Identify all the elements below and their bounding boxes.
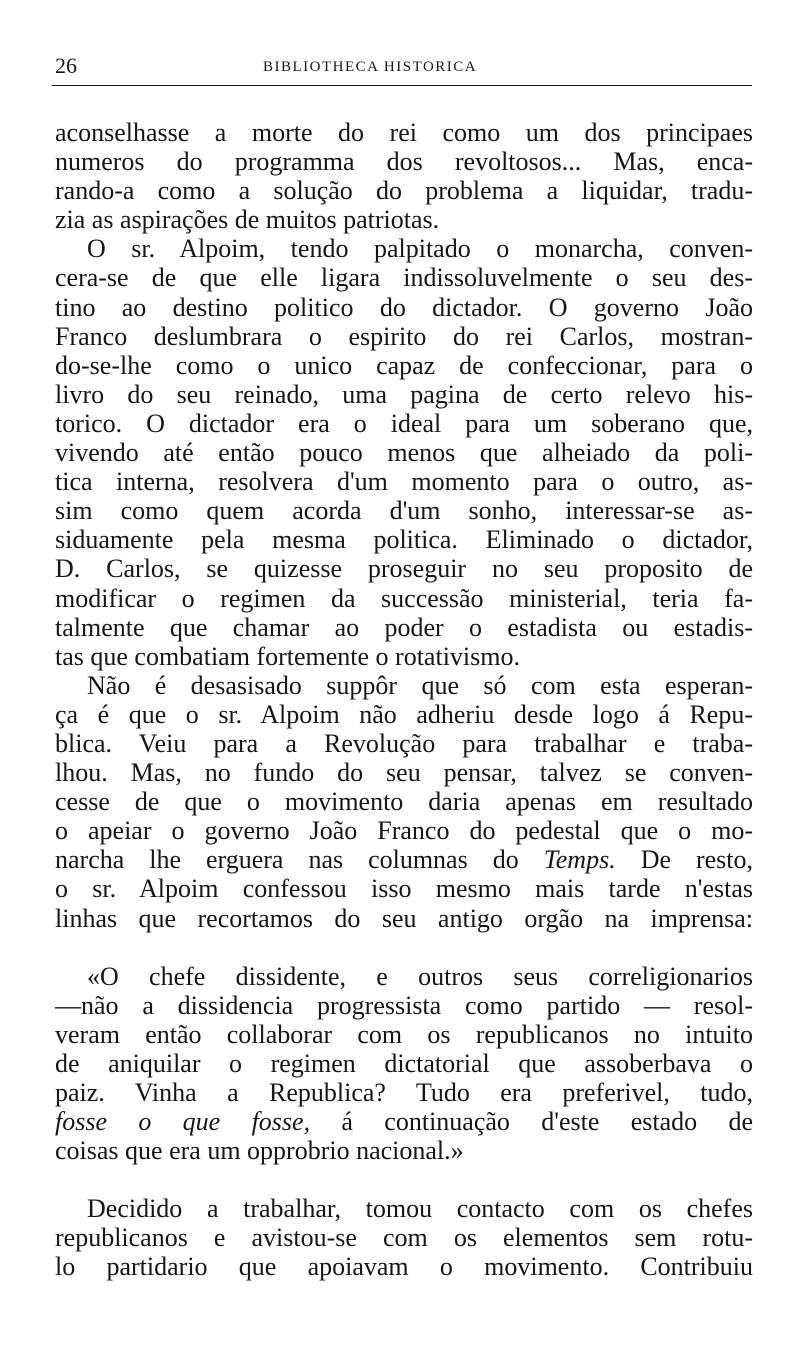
text-line: Não é desasisado suppôr que só com esta esperan- <box>87 670 753 700</box>
paragraph-gap <box>55 933 753 962</box>
text-line: modificar o regimen da successão ministerial, teria fa- <box>55 583 753 613</box>
text-line: vivendo até então pouco menos que alheiado da poli- <box>55 438 753 468</box>
text-line: zia as aspirações de muitos patriotas. <box>55 205 440 235</box>
text-line: lo partidario que apoiavam o movimento. Contribuiu <box>55 1252 753 1282</box>
text-line: talmente que chamar ao poder o estadista ou estadis- <box>55 612 753 642</box>
text-line: cesse de que o movimento daria apenas em resultado <box>55 787 753 817</box>
text-line: rando-a como a solução do problema a liquidar, tradu- <box>55 176 753 206</box>
quote-line: «O chefe dissidente, e outros seus correligionarios <box>87 961 753 991</box>
text-line: siduamente pela mesma politica. Eliminado o dictador, <box>55 525 753 555</box>
italic-title-temps: Temps. <box>543 845 616 875</box>
text-line: Decidido a trabalhar, tomou contacto com os chefes <box>87 1194 753 1224</box>
text-line-segment: De resto, <box>640 845 754 875</box>
quote-line: coisas que era um opprobrio nacional.» <box>55 1136 464 1166</box>
quote-line <box>55 1107 753 1136</box>
text-line: D. Carlos, se quizesse proseguir no seu proposito de <box>55 554 753 584</box>
running-title: BIBLIOTHECA HISTORICA <box>263 59 478 75</box>
text-line: Franco deslumbrara o espirito do rei Carlos, mostran- <box>55 321 753 351</box>
page-header <box>55 52 750 82</box>
text-line: lhou. Mas, no fundo do seu pensar, talvez se conven- <box>55 758 753 788</box>
text-line: tino ao destino politico do dictador. O governo João <box>55 292 753 322</box>
text-line: o apeiar o governo João Franco do pedestal que o mo- <box>55 816 753 846</box>
text-line: O sr. Alpoim, tendo palpitado o monarcha, conven- <box>87 234 753 264</box>
text-line: numeros do programma dos revoltosos... Mas, enca- <box>55 147 753 177</box>
header-rule <box>52 85 752 86</box>
text-line: republicanos e avistou-se com os elementos sem rotu- <box>55 1223 753 1253</box>
text-line <box>55 845 753 874</box>
text-line: sim como quem acorda d'um sonho, interessar-se as- <box>55 496 753 526</box>
body-text <box>55 118 753 1282</box>
text-line: aconselhasse a morte do rei como um dos principaes <box>55 118 753 147</box>
text-line: blica. Veiu para a Revolução para trabalhar e traba- <box>55 728 753 758</box>
text-line-segment: narcha lhe erguera nas columnas do <box>55 845 519 875</box>
text-line: o sr. Alpoim confessou isso mesmo mais tarde n'estas <box>55 874 753 904</box>
page-number: 26 <box>55 53 77 78</box>
text-line: livro do seu reinado, uma pagina de certo relevo his- <box>55 379 753 409</box>
text-line: tas que combatiam fortemente o rotativismo. <box>55 641 520 671</box>
quote-line: de aniquilar o regimen dictatorial que assoberbava o <box>55 1048 753 1078</box>
text-line: do-se-lhe como o unico capaz de confeccionar, para o <box>55 350 753 380</box>
quote-line: paiz. Vinha a Republica? Tudo era preferivel, tudo, <box>55 1078 753 1107</box>
quote-line: —não a dissidencia progressista como partido — resol- <box>55 990 753 1020</box>
text-line: cera-se de que elle ligara indissoluvelmente o seu des- <box>55 263 753 293</box>
paragraph-gap <box>55 1165 753 1194</box>
italic-phrase-fosse: fosse o que fosse, <box>55 1107 311 1137</box>
text-line: torico. O dictador era o ideal para um soberano que, <box>55 408 753 438</box>
text-line: linhas que recortamos do seu antigo orgão na imprensa: <box>55 903 753 933</box>
text-line: ça é que o sr. Alpoim não adheriu desde logo á Repu- <box>55 699 753 729</box>
quote-line: veram então collaborar com os republicanos no intuito <box>55 1019 753 1049</box>
text-line: tica interna, resolvera d'um momento para o outro, as- <box>55 467 753 497</box>
text-line-segment: á continuação d'este estado de <box>341 1107 754 1137</box>
